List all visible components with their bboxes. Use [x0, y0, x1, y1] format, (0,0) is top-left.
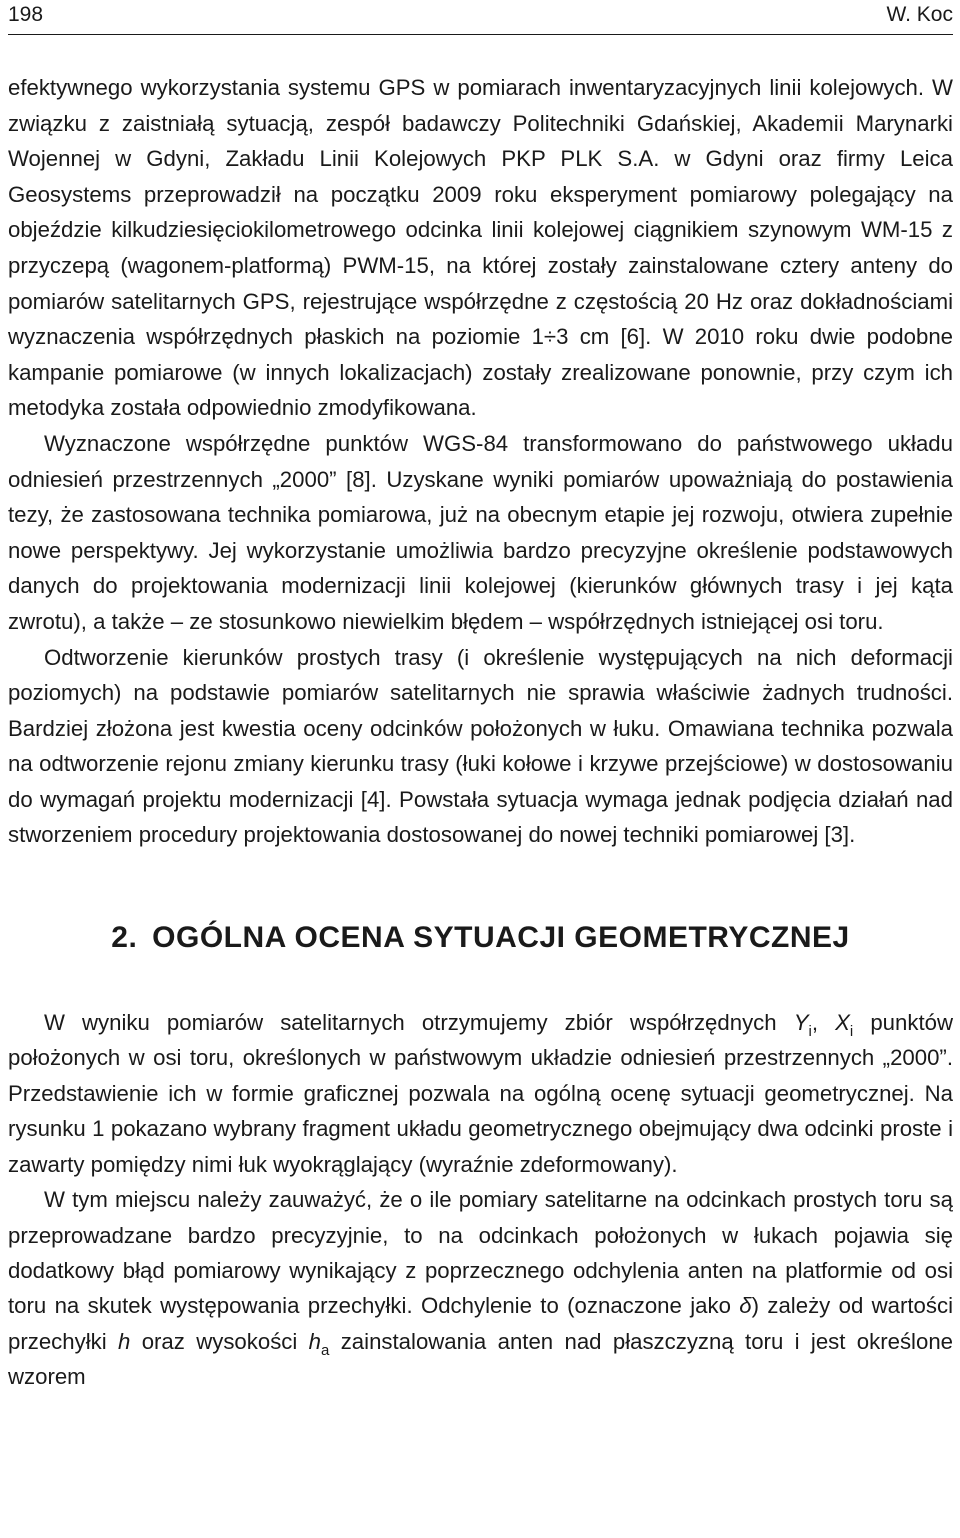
subscript: a [321, 1341, 330, 1359]
paragraph: Wyznaczone współrzędne punktów WGS-84 transformowano do państwowego układu odniesień przestrzennych „2000” [8]. Uzyskane wyniki pomiarów upoważniają do postawienia tezy, że zastosowana technika pomiarowa, już na obecnym etapie jej rozwoju, otwiera zupełnie nowe perspektywy. Jej wykorzystanie umożliwia bardzo precyzyjne określenie podstawowych danych do projektowania modernizacji linii kolejowej (kierunków głównych trasy i jej kąta zwrotu), a także – ze stosunkowo niewielkim błędem – współrzędnych istniejącej osi toru. [8, 430, 953, 634]
section-heading [8, 918, 953, 958]
paragraph: Odtworzenie kierunków prostych trasy (i określenie występujących na nich deformacji poziomych) na podstawie pomiarów satelitarnych nie sprawia właściwie żadnych trudności. Bardziej złożona jest kwestia oceny odcinków położonych w łuku. Omawiana technika pozwala na odtworzenie rejonu zmiany kierunku trasy (łuki kołowe i krzywe przejściowe) w dostosowaniu do wymagań projektu modernizacji [4]. Powstała sytuacja wymaga jednak podjęcia działań nad stworzeniem procedury projektowania dostosowanej do nowej techniki pomiarowej [3]. [8, 644, 953, 848]
subscript: i [849, 1023, 854, 1041]
text-run: ) zależy od wartości przechyłki [8, 1293, 954, 1354]
section-number: 2. [111, 921, 138, 955]
page-number: 198 [8, 3, 44, 26]
variable-x: X [835, 1010, 850, 1036]
text-run: zainstalowania anten nad płaszczyzną toru i jest określone wzorem [8, 1328, 953, 1390]
subscript: i [808, 1023, 812, 1041]
running-author: W. Koc [886, 3, 953, 26]
variable-h: h [118, 1328, 131, 1354]
paragraph [8, 1182, 953, 1394]
variable-y: Y [793, 1010, 809, 1036]
text-run: punktów położonych w osi toru, określonych w państwowym układzie odniesień przestrzennych „2000”. Przedstawienie ich w formie graficznej pozwala na ogólną ocenę sytuacji geometrycznej. Na rysunku 1 pokazano wybrany fragment układu geometrycznego obejmujący dwa odcinki proste i zawarty pomiędzy nimi łuk wyokrąglający (wyraźnie zdeformowany). [8, 1010, 953, 1177]
paragraph [8, 1005, 953, 1182]
text-run: oraz wysokości [130, 1328, 309, 1354]
page-body [8, 70, 953, 1395]
section-title: OGÓLNA OCENA SYTUACJI GEOMETRYCZNEJ [152, 921, 850, 955]
variable-h-a: h [308, 1328, 322, 1354]
text-run: W tym miejscu należy zauważyć, że o ile pomiary satelitarne na odcinkach prostych toru są przeprowadzane bardzo precyzyjnie, to na odcinkach położonych w łukach pojawia się dodatkowy błąd pomiarowy wynikający z poprzecznego odchylenia anten na platformie od osi toru na skutek występowania przechyłki. Odchylenie to (oznaczone jako [8, 1187, 953, 1319]
page-header [8, 0, 953, 35]
text-run: , [811, 1010, 836, 1036]
symbol-delta: δ [739, 1293, 752, 1319]
text-run: W wyniku pomiarów satelitarnych otrzymujemy zbiór współrzędnych [44, 1010, 794, 1036]
paragraph: efektywnego wykorzystania systemu GPS w pomiarach inwentaryzacyjnych linii kolejowych. W związku z zaistniałą sytuacją, zespół badawczy Politechniki Gdańskiej, Akademii Marynarki Wojennej w Gdyni, Zakładu Linii Kolejowych PKP PLK S.A. w Gdyni oraz firmy Leica Geosystems przeprowadził na początku 2009 roku eksperyment pomiarowy polegający na objeździe kilkudziesięciokilometrowego odcinka linii kolejowej ciągnikiem szynowym WM-15 z przyczepą (wagonem-platformą) PWM-15, na której zostały zainstalowane cztery anteny do pomiarów satelitarnych GPS, rejestrujące współrzędne z częstością 20 Hz oraz dokładnościami wyznaczenia współrzędnych płaskich na poziomie 1÷3 cm [6]. W 2010 roku dwie podobne kampanie pomiarowe (w innych lokalizacjach) zostały zrealizowane ponownie, przy czym ich metodyka została odpowiednio zmodyfikowana. [8, 75, 953, 421]
